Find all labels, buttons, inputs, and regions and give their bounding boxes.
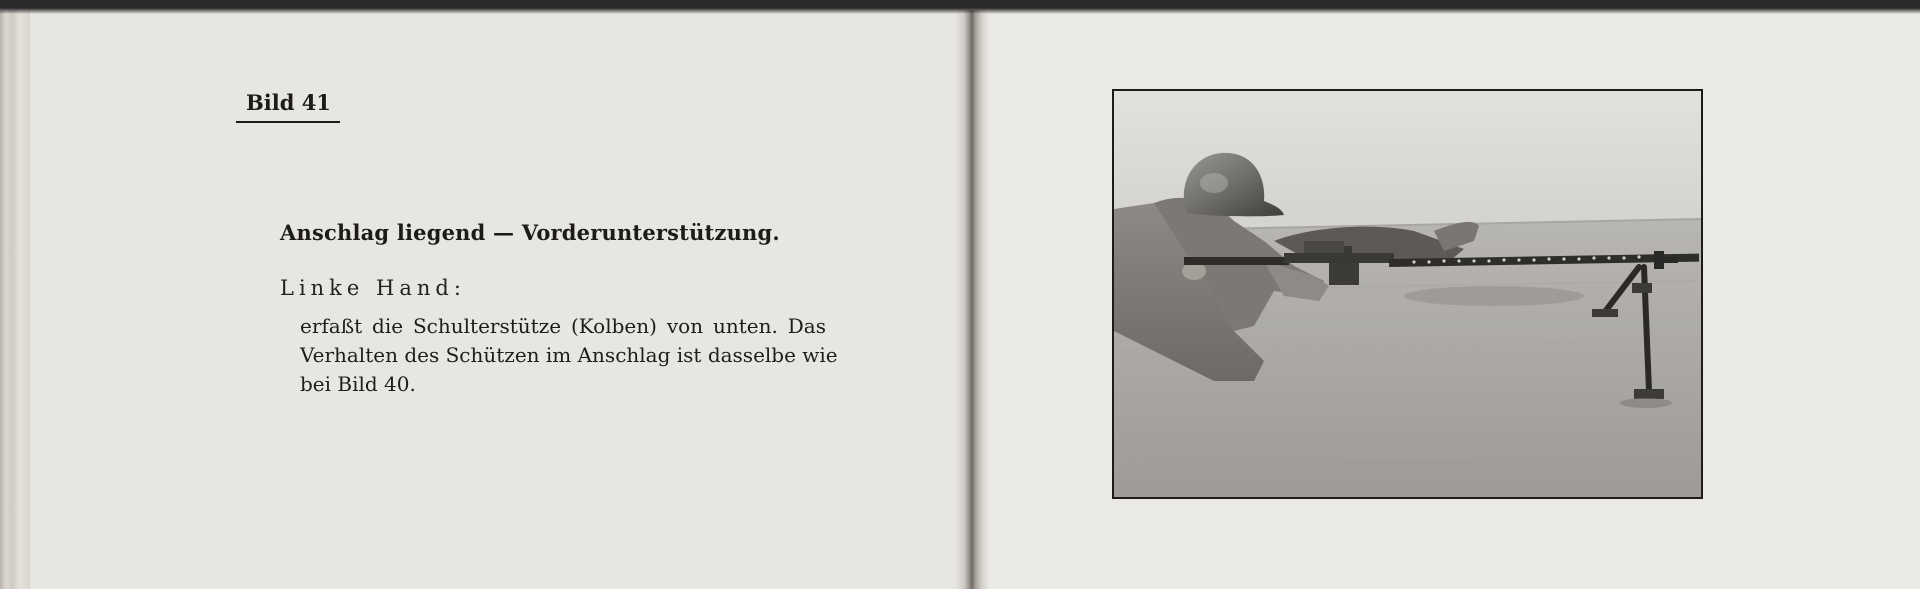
left-page xyxy=(26,10,968,589)
top-shadow xyxy=(0,0,1920,14)
figure-label: Bild 41 xyxy=(236,90,340,123)
subheading: Linke Hand: xyxy=(280,276,466,300)
prone-machine-gunner-photo xyxy=(1114,91,1701,497)
body-line: bei Bild 40. xyxy=(300,372,416,396)
photograph-frame xyxy=(1112,89,1703,499)
page-edges xyxy=(0,10,30,589)
body-line: erfaßt die Schulterstütze (Kolben) von unten. Das xyxy=(300,314,826,338)
body-line: Verhalten des Schützen im Anschlag ist dasselbe wie xyxy=(300,343,838,367)
body-paragraph xyxy=(300,312,838,399)
book-gutter xyxy=(955,10,989,589)
section-heading: Anschlag liegend — Vorderunterstützung. xyxy=(280,220,780,245)
